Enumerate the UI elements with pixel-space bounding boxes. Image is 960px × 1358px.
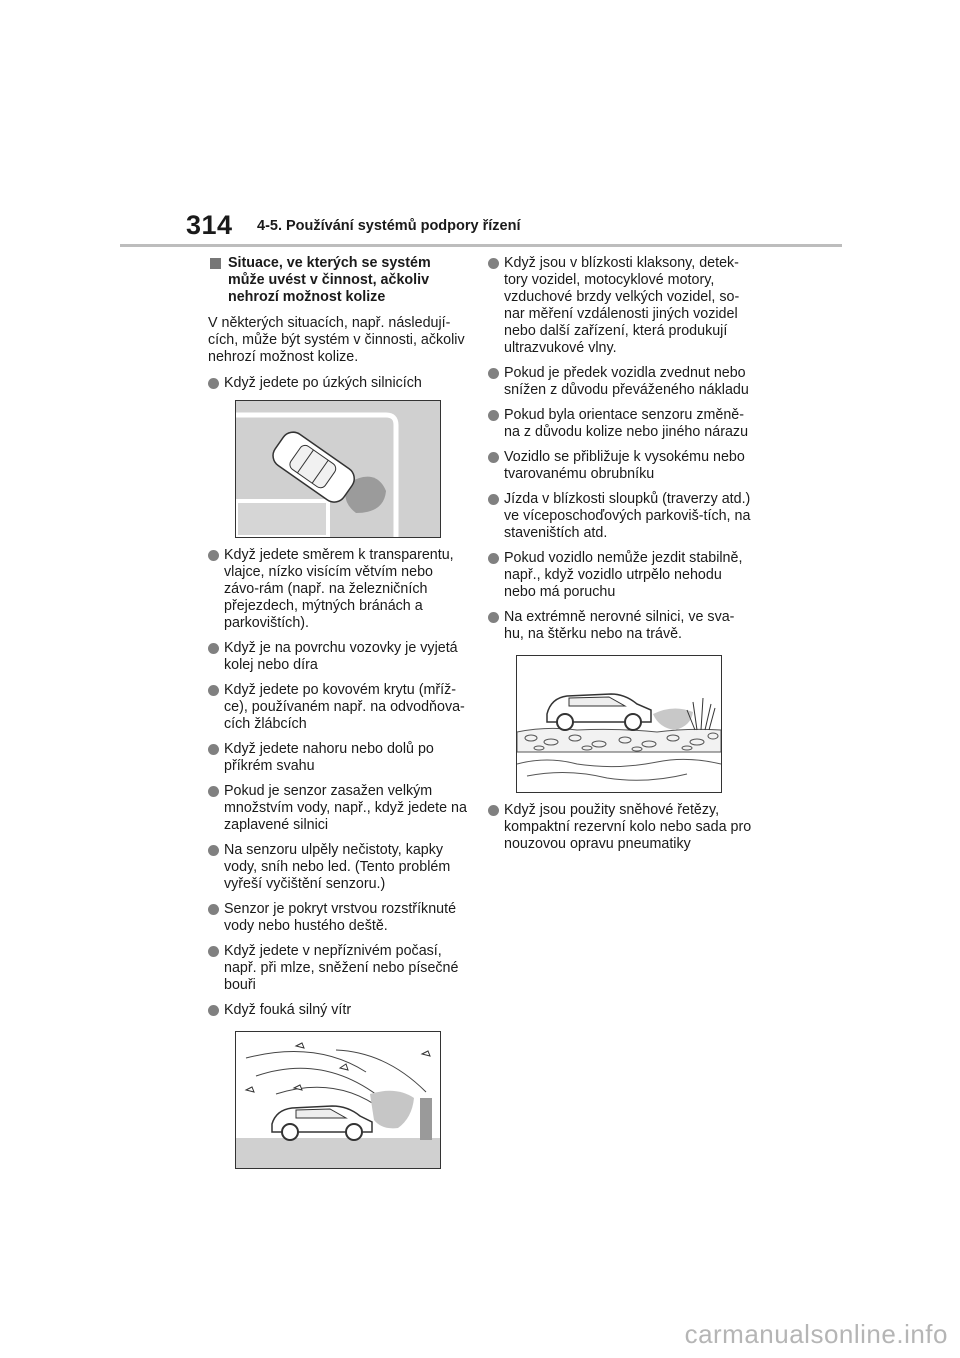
list-item xyxy=(488,449,753,483)
left-bullet-list xyxy=(208,547,470,1019)
list-item-text: Když jedete po kovovém krytu (mříž-ce), používaném např. na odvodňova-cích žlábcích xyxy=(224,682,465,732)
list-item xyxy=(208,741,470,775)
bullet-dot-icon xyxy=(488,805,499,816)
list-item-text: Jízda v blízkosti sloupků (traverzy atd.) ve víceposchoďových parkoviš-tích, na staveništích atd. xyxy=(504,491,751,541)
list-item xyxy=(488,550,753,601)
list-item-text: Na senzoru ulpěly nečistoty, kapky vody, sníh nebo led. (Tento problém vyřeší vyčištění senzoru.) xyxy=(224,842,451,892)
bullet-dot-icon xyxy=(208,550,219,561)
list-item xyxy=(208,640,470,674)
bullet-dot-icon xyxy=(488,553,499,564)
bullet-dot-icon xyxy=(488,258,499,269)
square-bullet-icon xyxy=(210,258,221,269)
watermark: carmanualsonline.info xyxy=(684,1319,948,1349)
bullet-dot-icon xyxy=(208,786,219,797)
list-item xyxy=(488,802,753,853)
intro-paragraph: V některých situacích, např. následují-cích, může být systém v činnosti, ačkoliv nehrozí možnost kolize. xyxy=(208,315,465,365)
bullet-dot-icon xyxy=(488,368,499,379)
list-item-text: Pokud byla orientace senzoru změně-na z důvodu kolize nebo jiného nárazu xyxy=(504,407,749,440)
bullet-dot-icon xyxy=(208,378,219,389)
list-item xyxy=(208,682,470,733)
list-item xyxy=(488,365,753,399)
left-column xyxy=(208,255,470,1178)
list-item-text: Pokud je senzor zasažen velkým množstvím vody, např., když jedete na zaplavené silnici xyxy=(224,783,467,833)
list-item xyxy=(488,609,753,643)
subsection-heading xyxy=(208,255,470,306)
list-item-text: Vozidlo se přibližuje k vysokému nebo tvarovanému obrubníku xyxy=(504,449,745,482)
list-item-text: Senzor je pokryt vrstvou rozstříknuté vody nebo hustého deště. xyxy=(224,901,457,934)
bullet-dot-icon xyxy=(208,946,219,957)
right-column xyxy=(488,255,753,861)
list-item xyxy=(208,783,470,834)
page-number: 314 xyxy=(186,210,233,240)
bullet-dot-icon xyxy=(488,410,499,421)
list-item-text: Pokud vozidlo nemůže jezdit stabilně, např., když vozidlo utrpělo nehodu nebo má poruchu xyxy=(504,550,743,600)
list-item xyxy=(208,375,470,392)
bullet-dot-icon xyxy=(488,612,499,623)
strong-wind-illustration xyxy=(235,1031,441,1169)
bullet-dot-icon xyxy=(208,904,219,915)
bullet-dot-icon xyxy=(488,452,499,463)
rough-road-illustration xyxy=(516,655,722,793)
list-item-text: Když jedete nahoru nebo dolů po příkrém svahu xyxy=(224,741,434,774)
section-title: 4-5. Používání systémů podpory řízení xyxy=(257,218,521,234)
list-item-text: Když jedete po úzkých silnicích xyxy=(224,375,422,391)
list-item xyxy=(208,547,470,632)
list-item-text: Pokud je předek vozidla zvednut nebo snížen z důvodu převáženého nákladu xyxy=(504,365,749,398)
list-item xyxy=(208,943,470,994)
list-item-text: Když fouká silný vítr xyxy=(224,1002,352,1018)
bullet-dot-icon xyxy=(208,744,219,755)
bullet-dot-icon xyxy=(208,643,219,654)
header-divider xyxy=(120,244,842,247)
list-item-text: Když jedete směrem k transparentu, vlajce, nízko visícím větvím nebo závo-rám (např. na železničních přejezdech, mýtných bránách a parkovištích). xyxy=(224,547,454,631)
list-item-text: Když je na povrchu vozovky je vyjetá kolej nebo díra xyxy=(224,640,458,673)
list-item-text: Na extrémně nerovné silnici, ve sva-hu, na štěrku nebo na trávě. xyxy=(504,609,735,642)
bullet-dot-icon xyxy=(208,685,219,696)
bullet-dot-icon xyxy=(488,494,499,505)
list-item-text: Když jsou v blízkosti klaksony, detek-tory vozidel, motocyklové motory, vzduchové brzdy velkých vozidel, so-nar měření vzdálenosti jiných vozidel nebo další zařízení, která produkují ultrazvukové vlny. xyxy=(504,255,740,356)
bullet-dot-icon xyxy=(208,1005,219,1016)
subsection-heading-text: Situace, ve kterých se systém může uvést v činnost, ačkoliv nehrozí možnost kolize xyxy=(228,255,431,305)
narrow-road-illustration xyxy=(235,400,441,538)
list-item xyxy=(208,842,470,893)
bullet-dot-icon xyxy=(208,845,219,856)
list-item xyxy=(488,407,753,441)
list-item xyxy=(208,901,470,935)
list-item xyxy=(208,1002,470,1019)
list-item-text: Když jsou použity sněhové řetězy, kompaktní rezervní kolo nebo sada pro nouzovou opravu pneumatiky xyxy=(504,802,752,852)
list-item xyxy=(488,255,753,357)
list-item xyxy=(488,491,753,542)
list-item-text: Když jedete v nepříznivém počasí, např. při mlze, sněžení nebo písečné bouři xyxy=(224,943,459,993)
